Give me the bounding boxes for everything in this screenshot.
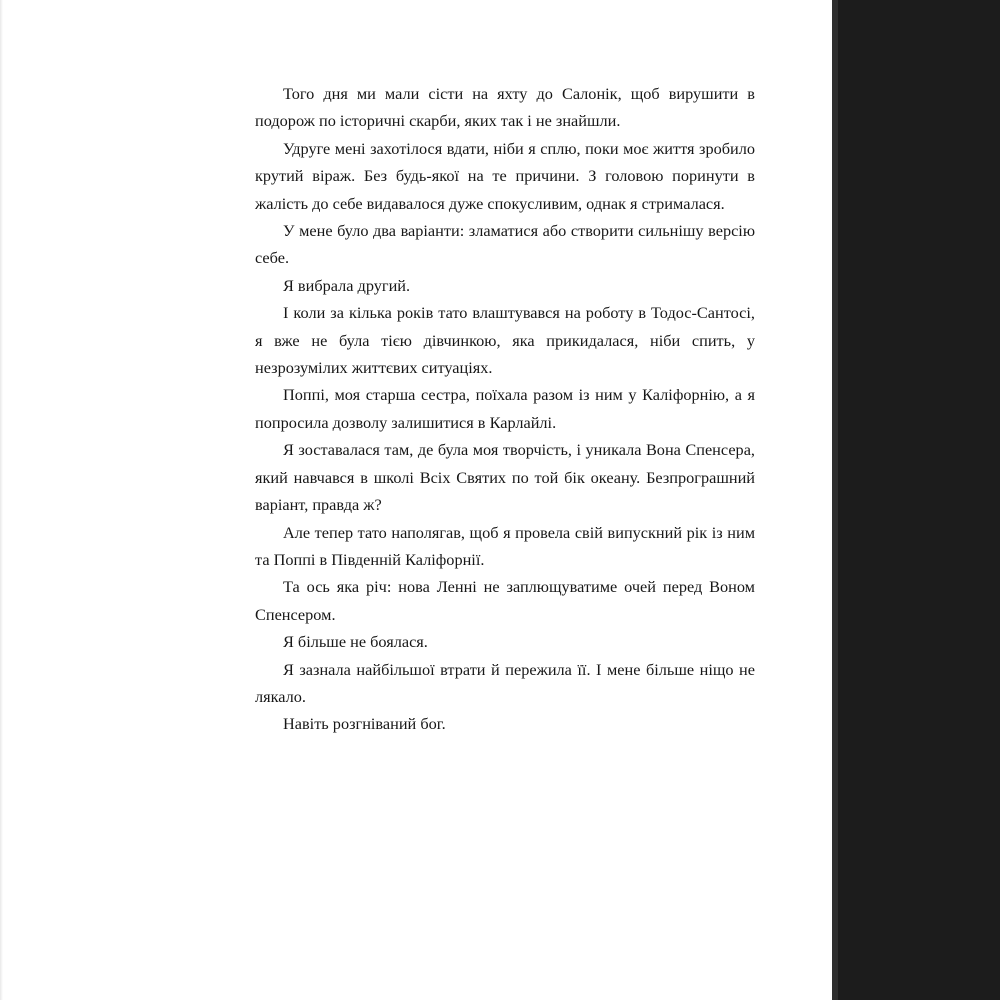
- paragraph: Я зоставалася там, де була моя творчість, і уникала Вона Спенсера, який навчався в школі Всіх Святих по той бік океану. Безпрограшний варіант, правда ж?: [255, 440, 755, 515]
- book-edge-highlight: [832, 0, 838, 1000]
- paragraph: Того дня ми мали сісти на яхту до Салонік, щоб вирушити в подорож по історичні скарби, яких так і не знайшли.: [255, 84, 755, 131]
- paragraph: Я більше не боялася.: [283, 632, 428, 652]
- paragraph: І коли за кілька років тато влаштувався на роботу в Тодос-Сантосі, я вже не була тією дівчинкою, яка прикидалася, ніби спить, у незрозумілих життєвих ситуаціях.: [255, 303, 755, 378]
- paragraph: Я зазнала найбільшої втрати й пережила її. І мене більше ніщо не лякало.: [255, 659, 755, 706]
- book-edge-strip: [832, 0, 1000, 1000]
- paragraph: Поппі, моя старша сестра, поїхала разом із ним у Каліфорнію, а я попросила дозволу залишитися в Карлайлі.: [255, 385, 755, 432]
- paragraph: Та ось яка річ: нова Ленні не заплющуватиме очей перед Воном Спенсером.: [255, 577, 755, 624]
- paragraph: Удруге мені захотілося вдати, ніби я сплю, поки моє життя зробило крутий віраж. Без будь-якої на те причини. З головою поринути в жалість до себе видавалося дуже спокусливим, однак я стрималася.: [255, 138, 755, 213]
- page-gutter-shadow: [0, 0, 3, 1000]
- paragraph: У мене було два варіанти: зламатися або створити сильнішу версію себе.: [255, 221, 755, 268]
- paragraph: Навіть розгніваний бог.: [283, 714, 446, 734]
- paragraph: Але тепер тато наполягав, щоб я провела свій випускний рік із ним та Поппі в Південній Каліфорнії.: [255, 522, 755, 569]
- body-text: [255, 80, 755, 738]
- paragraph: Я вибрала другий.: [283, 275, 411, 295]
